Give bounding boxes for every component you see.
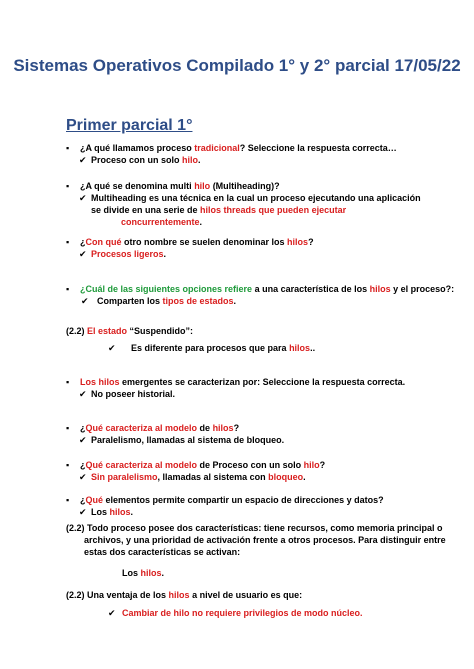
- question-4: [80, 283, 454, 295]
- question-text: ? Seleccione la respuesta correcta…: [239, 143, 397, 153]
- highlight-red: hilos: [287, 237, 309, 247]
- highlight-red: Sin paralelismo: [91, 472, 158, 482]
- highlight-red: tradicional: [194, 143, 240, 153]
- check-icon: ✔: [79, 193, 87, 203]
- check-icon: ✔: [79, 472, 87, 482]
- highlight-red: Los hilos: [80, 377, 120, 387]
- check-icon: ✔: [79, 435, 87, 445]
- question-text: ¿: [80, 460, 86, 470]
- question-text: ¿: [80, 237, 86, 247]
- highlight-red: hilos: [140, 568, 162, 578]
- question-3: [80, 236, 314, 248]
- question-text: a nivel de usuario es que:: [189, 590, 303, 600]
- document-title: Sistemas Operativos Compilado 1° y 2° parcial 17/05/22: [13, 56, 461, 75]
- answer-text: Proceso con un solo: [91, 155, 183, 165]
- section-heading: Primer parcial 1°: [66, 117, 193, 134]
- answer-text: , llamadas al sistema con: [157, 472, 269, 482]
- question-text: de: [197, 423, 213, 433]
- question-text: ¿: [80, 423, 86, 433]
- question-text: emergentes se caracterizan por: Seleccione la respuesta correcta.: [119, 377, 406, 387]
- check-icon: ✔: [79, 249, 87, 259]
- highlight-red: hilos: [212, 423, 234, 433]
- highlight-red: hilos: [168, 590, 190, 600]
- question-10-line-3: estas dos características se activan:: [84, 547, 241, 557]
- check-icon: ✔: [79, 507, 87, 517]
- question-text: ¿A qué se denomina multi: [80, 181, 195, 191]
- check-icon: ✔: [79, 389, 87, 399]
- highlight-red: Qué caracteriza al modelo: [85, 423, 198, 433]
- question-text: (2.2): [66, 326, 88, 336]
- check-icon: ✔: [108, 608, 116, 618]
- bullet-icon: ▪: [66, 377, 70, 387]
- highlight-red: Procesos ligeros: [91, 249, 164, 259]
- question-text: ?: [319, 460, 326, 470]
- question-text: otro nombre se suelen denominar los: [121, 237, 288, 247]
- question-2: [80, 180, 280, 192]
- answer-text: Los: [91, 507, 110, 517]
- highlight-red: hilo: [182, 155, 199, 165]
- question-8: [80, 459, 325, 471]
- highlight-red: hilos threads que pueden ejecutar: [200, 205, 347, 215]
- highlight-red: hilo: [303, 460, 320, 470]
- bullet-icon: ▪: [66, 284, 70, 294]
- highlight-red: Con qué: [85, 237, 122, 247]
- question-text: ?: [233, 423, 240, 433]
- bullet-icon: ▪: [66, 237, 70, 247]
- answer-text: Comparten los: [97, 296, 163, 306]
- answer-text: se divide en una serie de: [91, 205, 201, 215]
- question-text: elementos permite compartir un espacio de direcciones y datos?: [103, 495, 384, 505]
- highlight-red: bloqueo: [268, 472, 304, 482]
- question-text: ?: [308, 237, 314, 247]
- check-icon: ✔: [108, 343, 116, 353]
- answer-6: No poseer historial.: [91, 389, 176, 399]
- highlight-red: tipos de estados: [162, 296, 234, 306]
- answer-7: Paralelismo, llamadas al sistema de bloqueo.: [91, 435, 285, 445]
- answer-1: [91, 154, 201, 166]
- highlight-red: hilos: [109, 507, 131, 517]
- highlight-red: Qué caracteriza al modelo: [85, 460, 198, 470]
- highlight-red: concurrentemente: [121, 217, 200, 227]
- question-text: “Suspendido”:: [127, 326, 194, 336]
- answer-4: [97, 295, 236, 307]
- answer-text: .: [233, 296, 237, 306]
- question-10-line-2: archivos, y una prioridad de activación frente a otros procesos. Para distinguir entre: [84, 535, 446, 545]
- answer-text: Es diferente para procesos que para: [131, 343, 290, 353]
- question-9: [80, 494, 384, 506]
- question-7: [80, 422, 239, 434]
- answer-2-line-3: [121, 216, 202, 228]
- question-text: a una característica de los: [252, 284, 370, 294]
- answer-3: [91, 248, 166, 260]
- answer-9: [91, 506, 133, 518]
- highlight-red: hilos: [369, 284, 391, 294]
- answer-text: .: [303, 472, 306, 482]
- question-text: ¿A qué llamamos proceso: [80, 143, 195, 153]
- bullet-icon: ▪: [66, 460, 70, 470]
- answer-8: [91, 471, 306, 483]
- highlight-red: Qué: [85, 495, 104, 505]
- answer-text: ..: [310, 343, 316, 353]
- question-text: de Proceso con un solo: [197, 460, 304, 470]
- bullet-icon: ▪: [66, 143, 70, 153]
- question-text: (Multiheading)?: [210, 181, 280, 191]
- answer-2-line-2: [91, 204, 346, 216]
- answer-text: .: [161, 568, 165, 578]
- question-11: [66, 589, 302, 601]
- question-6: [80, 376, 405, 388]
- question-10-line-1: (2.2) Todo proceso posee dos características: tiene recursos, como memoria principal o: [66, 523, 443, 533]
- highlight-green: ¿Cuál de las siguientes opciones refiere: [80, 284, 253, 294]
- check-icon: ✔: [81, 296, 89, 306]
- bullet-icon: ▪: [66, 423, 70, 433]
- check-icon: ✔: [79, 155, 87, 165]
- answer-2-line-1: Multiheading es una técnica en la cual un proceso ejecutando una aplicación: [91, 193, 421, 203]
- question-text: ¿: [80, 495, 86, 505]
- answer-11: Cambiar de hilo no requiere privilegios de modo núcleo.: [122, 608, 363, 618]
- answer-text: Los: [122, 568, 141, 578]
- bullet-icon: ▪: [66, 495, 70, 505]
- question-5: [66, 325, 193, 337]
- answer-5: [131, 342, 315, 354]
- answer-text: .: [199, 217, 203, 227]
- bullet-icon: ▪: [66, 181, 70, 191]
- answer-10: [122, 567, 164, 579]
- answer-text: .: [198, 155, 201, 165]
- question-text: (2.2) Una ventaja de los: [66, 590, 169, 600]
- question-1: [80, 142, 397, 154]
- question-text: y el proceso?:: [390, 284, 455, 294]
- highlight-red: hilos: [289, 343, 311, 353]
- highlight-red: El estado: [87, 326, 128, 336]
- answer-text: .: [130, 507, 134, 517]
- answer-text: .: [163, 249, 167, 259]
- highlight-red: hilo: [194, 181, 211, 191]
